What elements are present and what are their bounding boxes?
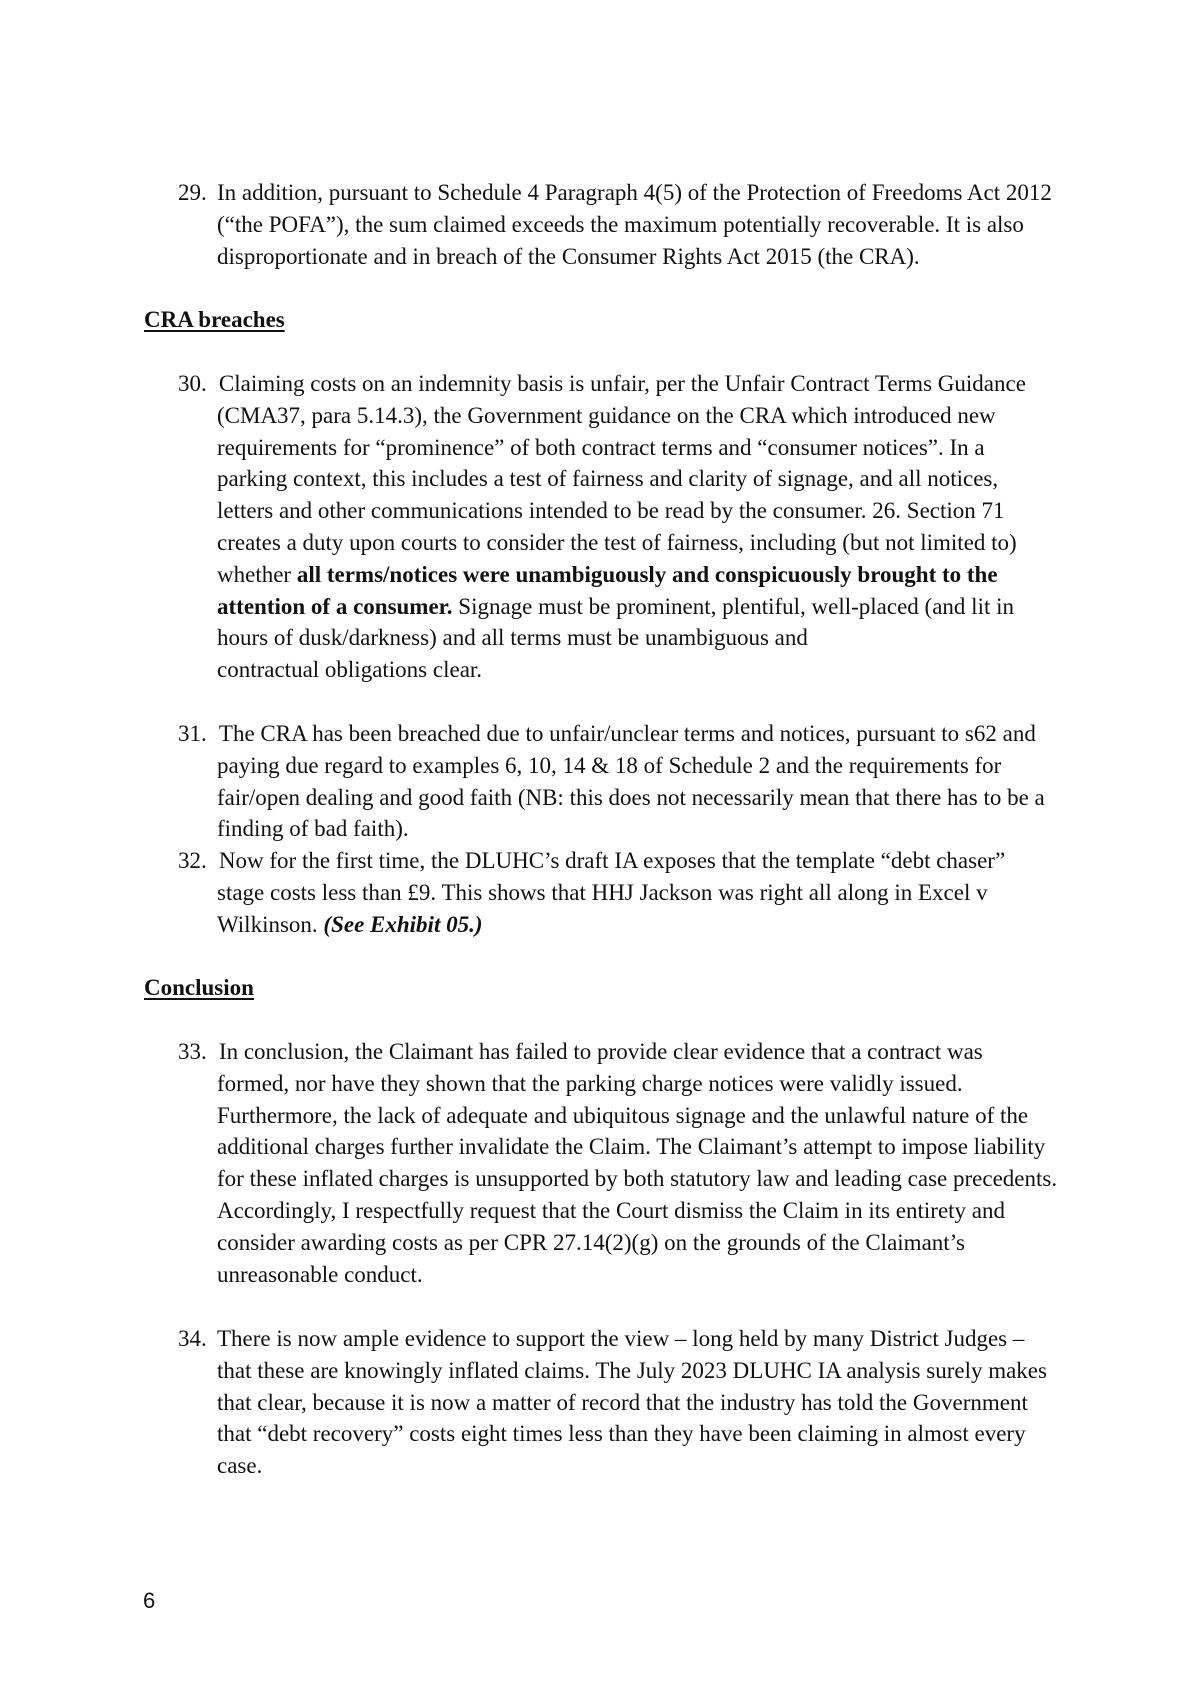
section-heading-cra-breaches: CRA breaches <box>144 307 285 332</box>
paragraph-text-part: Signage must be prominent, plentiful, well-placed (and lit in hours of dusk/darkness) and all terms must be unambiguous and <box>217 593 1014 651</box>
paragraph-bold-text: all terms/notices were unambiguously and conspicuously brought to the attention of a consumer. <box>217 561 998 619</box>
paragraph-text <box>217 1036 1058 1290</box>
paragraph-34 <box>178 1323 1058 1482</box>
paragraph-text <box>217 368 1058 654</box>
paragraph-body <box>217 368 1058 686</box>
paragraph-body <box>217 718 1058 845</box>
paragraph-number: 32. <box>178 848 207 873</box>
paragraph-text-part: Now for the first time, the DLUHC’s draft IA exposes that the template “debt chaser” stage costs less than £9. This shows that HHJ Jackson was right all along in Excel v Wilkinson. <box>217 848 1006 937</box>
paragraph-number: 33. <box>178 1039 207 1064</box>
paragraph-text-part: Claiming costs on an indemnity basis is unfair, per the Unfair Contract Terms Guidance (CMA37, para 5.14.3), the Government guidance on the CRA which introduced new requirements for “prominence” of both contract terms and “consumer notices”. In a parking context, this includes a test of fairness and clarity of signage, and all notices, letters and other communications intended to be read by the consumer. 26. Section 71 creates a duty upon courts to consider the test of fairness, including (but not limited to) whether <box>217 371 1026 587</box>
paragraph-number: 30. <box>178 371 207 396</box>
paragraph-text-part: In conclusion, the Claimant has failed to provide clear evidence that a contract was formed, nor have they shown that the parking charge notices were validly issued. Furthermore, the lack of adequate and ubiquitous signage and the unlawful nature of the additional charges further invalidate the Claim. The Claimant’s attempt to impose liability for these inflated charges is unsupported by both statutory law and leading case precedents. Accordingly, I respectfully request that the Court dismiss the Claim in its entirety and consider awarding costs as per CPR 27.14(2)(g) on the grounds of the Claimant’s unreasonable conduct. <box>217 1039 1058 1287</box>
paragraph-29 <box>178 177 1058 272</box>
paragraph-31 <box>178 718 1058 845</box>
paragraph-body <box>217 1036 1058 1290</box>
paragraph-text: There is now ample evidence to support the view – long held by many District Judges – that these are knowingly inflated claims. The July 2023 DLUHC IA analysis surely makes that clear, because it is now a matter of record that the industry has told the Government that “debt recovery” costs eight times less than they have been claiming in almost every case. <box>217 1326 1047 1479</box>
paragraph-body <box>217 845 1058 940</box>
paragraph-text <box>217 718 1058 845</box>
paragraph-30 <box>178 368 1058 686</box>
paragraph-text: In addition, pursuant to Schedule 4 Paragraph 4(5) of the Protection of Freedoms Act 2012 (“the POFA”), the sum claimed exceeds the maximum potentially recoverable. It is also disproportionate and in breach of the Consumer Rights Act 2015 (the CRA). <box>217 180 1052 269</box>
paragraph-body <box>217 177 1058 272</box>
paragraph-number: 31. <box>178 721 207 746</box>
section-heading-conclusion: Conclusion <box>144 975 254 1000</box>
paragraph-text-part: The CRA has been breached due to unfair/unclear terms and notices, pursuant to s62 and paying due regard to examples 6, 10, 14 & 18 of Schedule 2 and the requirements for fair/open dealing and good faith (NB: this does not necessarily mean that there has to be a finding of bad faith). <box>217 721 1045 842</box>
paragraph-number: 34. <box>178 1326 207 1351</box>
paragraph-body <box>217 1323 1058 1482</box>
paragraph-text <box>217 845 1058 940</box>
page-number: 6 <box>143 1588 156 1613</box>
paragraph-33 <box>178 1036 1058 1290</box>
paragraph-text-line: contractual obligations clear. <box>217 657 483 683</box>
paragraph-32 <box>178 845 1058 940</box>
paragraph-number: 29. <box>178 180 207 205</box>
exhibit-reference: (See Exhibit 05.) <box>323 911 483 937</box>
